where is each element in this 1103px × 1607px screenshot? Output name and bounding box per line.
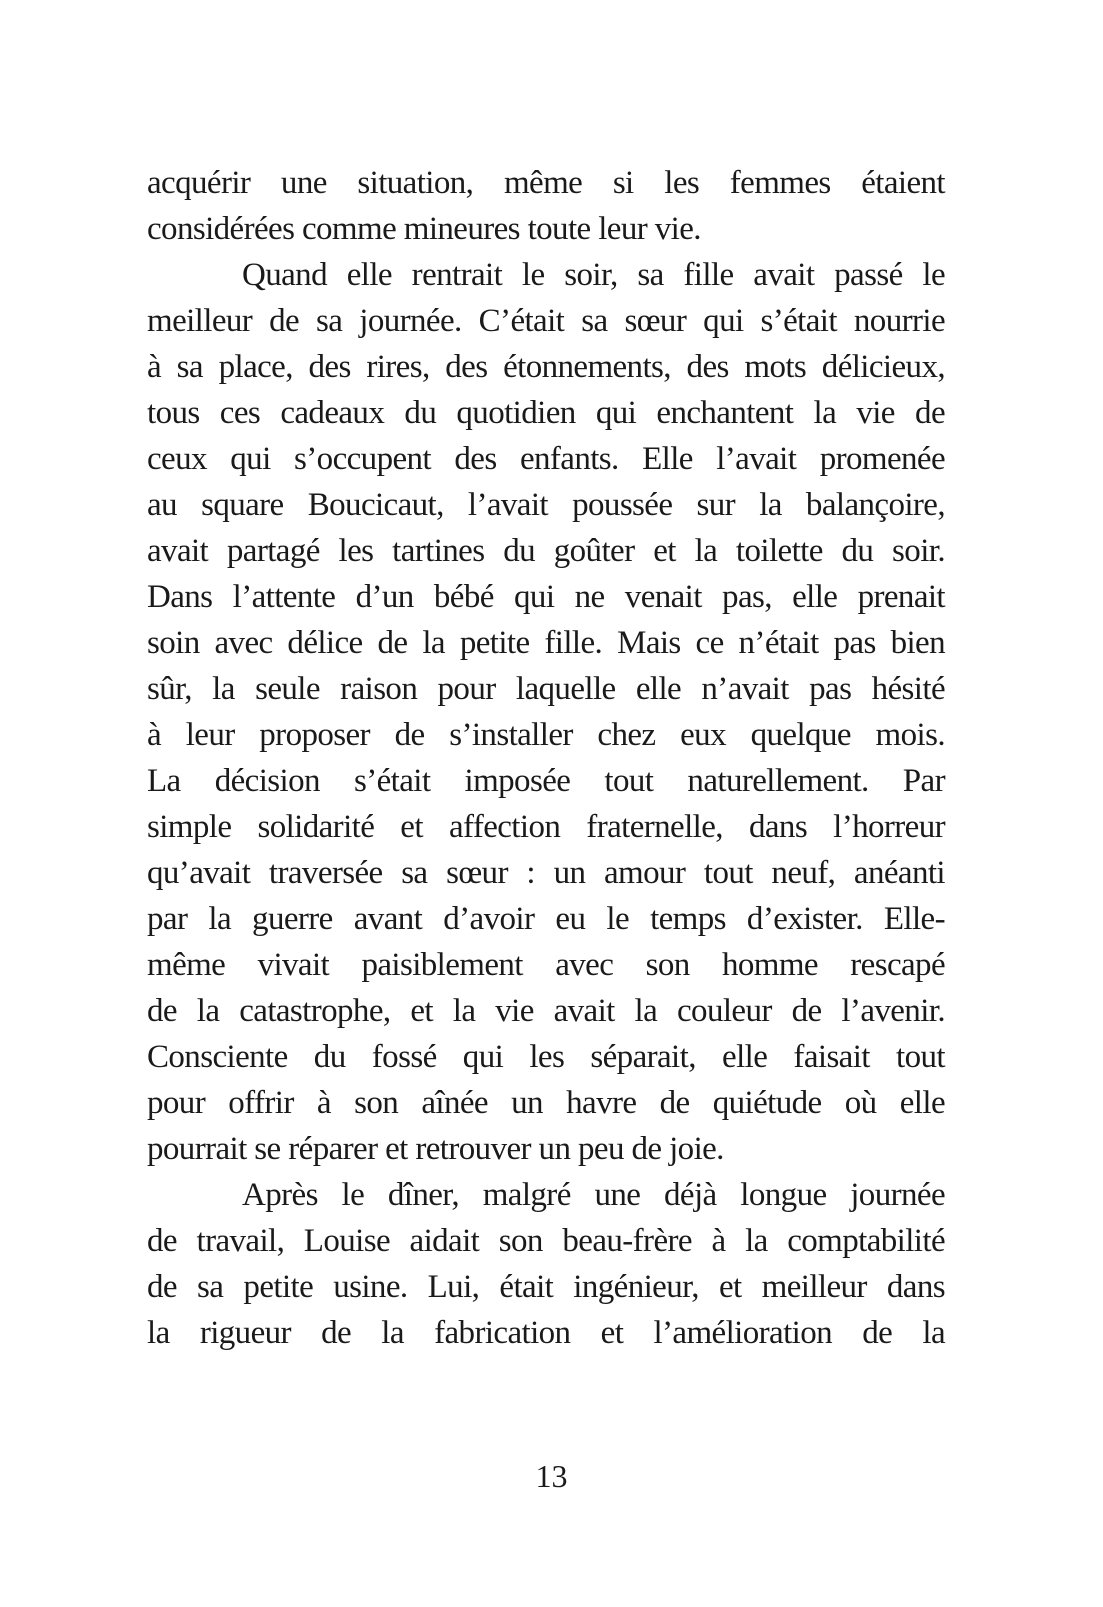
text-line: tous ces cadeaux du quotidien qui enchantent la vie de: [147, 395, 945, 431]
paragraph-3: [147, 1172, 945, 1356]
text-line: par la guerre avant d’avoir eu le temps d’exister. Elle-: [147, 901, 945, 937]
text-line: de la catastrophe, et la vie avait la couleur de l’avenir.: [147, 993, 945, 1029]
text-line: ceux qui s’occupent des enfants. Elle l’avait promenée: [147, 441, 945, 477]
text-line: La décision s’était imposée tout naturellement. Par: [147, 763, 945, 799]
text-line: à sa place, des rires, des étonnements, des mots délicieux,: [147, 349, 945, 385]
text-line: Après le dîner, malgré une déjà longue journée: [242, 1177, 945, 1213]
paragraph-2: [147, 252, 945, 1172]
text-line: soin avec délice de la petite fille. Mais ce n’était pas bien: [147, 625, 945, 661]
text-line: la rigueur de la fabrication et l’amélioration de la: [147, 1315, 945, 1351]
text-line: au square Boucicaut, l’avait poussée sur la balançoire,: [147, 487, 945, 523]
text-line: avait partagé les tartines du goûter et la toilette du soir.: [147, 533, 945, 569]
text-line: pourrait se réparer et retrouver un peu de joie.: [147, 1131, 724, 1167]
text-line: simple solidarité et affection fraternelle, dans l’horreur: [147, 809, 945, 845]
text-line: meilleur de sa journée. C’était sa sœur qui s’était nourrie: [147, 303, 945, 339]
text-line: Consciente du fossé qui les séparait, elle faisait tout: [147, 1039, 945, 1075]
text-line: Quand elle rentrait le soir, sa fille avait passé le: [242, 257, 945, 293]
text-line: pour offrir à son aînée un havre de quiétude où elle: [147, 1085, 945, 1121]
paragraph-1: [147, 160, 945, 252]
text-line: même vivait paisiblement avec son homme rescapé: [147, 947, 945, 983]
text-line: sûr, la seule raison pour laquelle elle n’avait pas hésité: [147, 671, 945, 707]
page-number: 13: [535, 1458, 568, 1494]
text-line: de sa petite usine. Lui, était ingénieur, et meilleur dans: [147, 1269, 945, 1305]
page-body: [147, 160, 945, 1356]
text-line: de travail, Louise aidait son beau-frère à la comptabilité: [147, 1223, 945, 1259]
text-line: Dans l’attente d’un bébé qui ne venait pas, elle prenait: [147, 579, 945, 615]
text-line: acquérir une situation, même si les femmes étaient: [147, 165, 945, 201]
text-line: à leur proposer de s’installer chez eux quelque mois.: [147, 717, 945, 753]
text-line: considérées comme mineures toute leur vie.: [147, 211, 701, 247]
text-line: qu’avait traversée sa sœur : un amour tout neuf, anéanti: [147, 855, 945, 891]
